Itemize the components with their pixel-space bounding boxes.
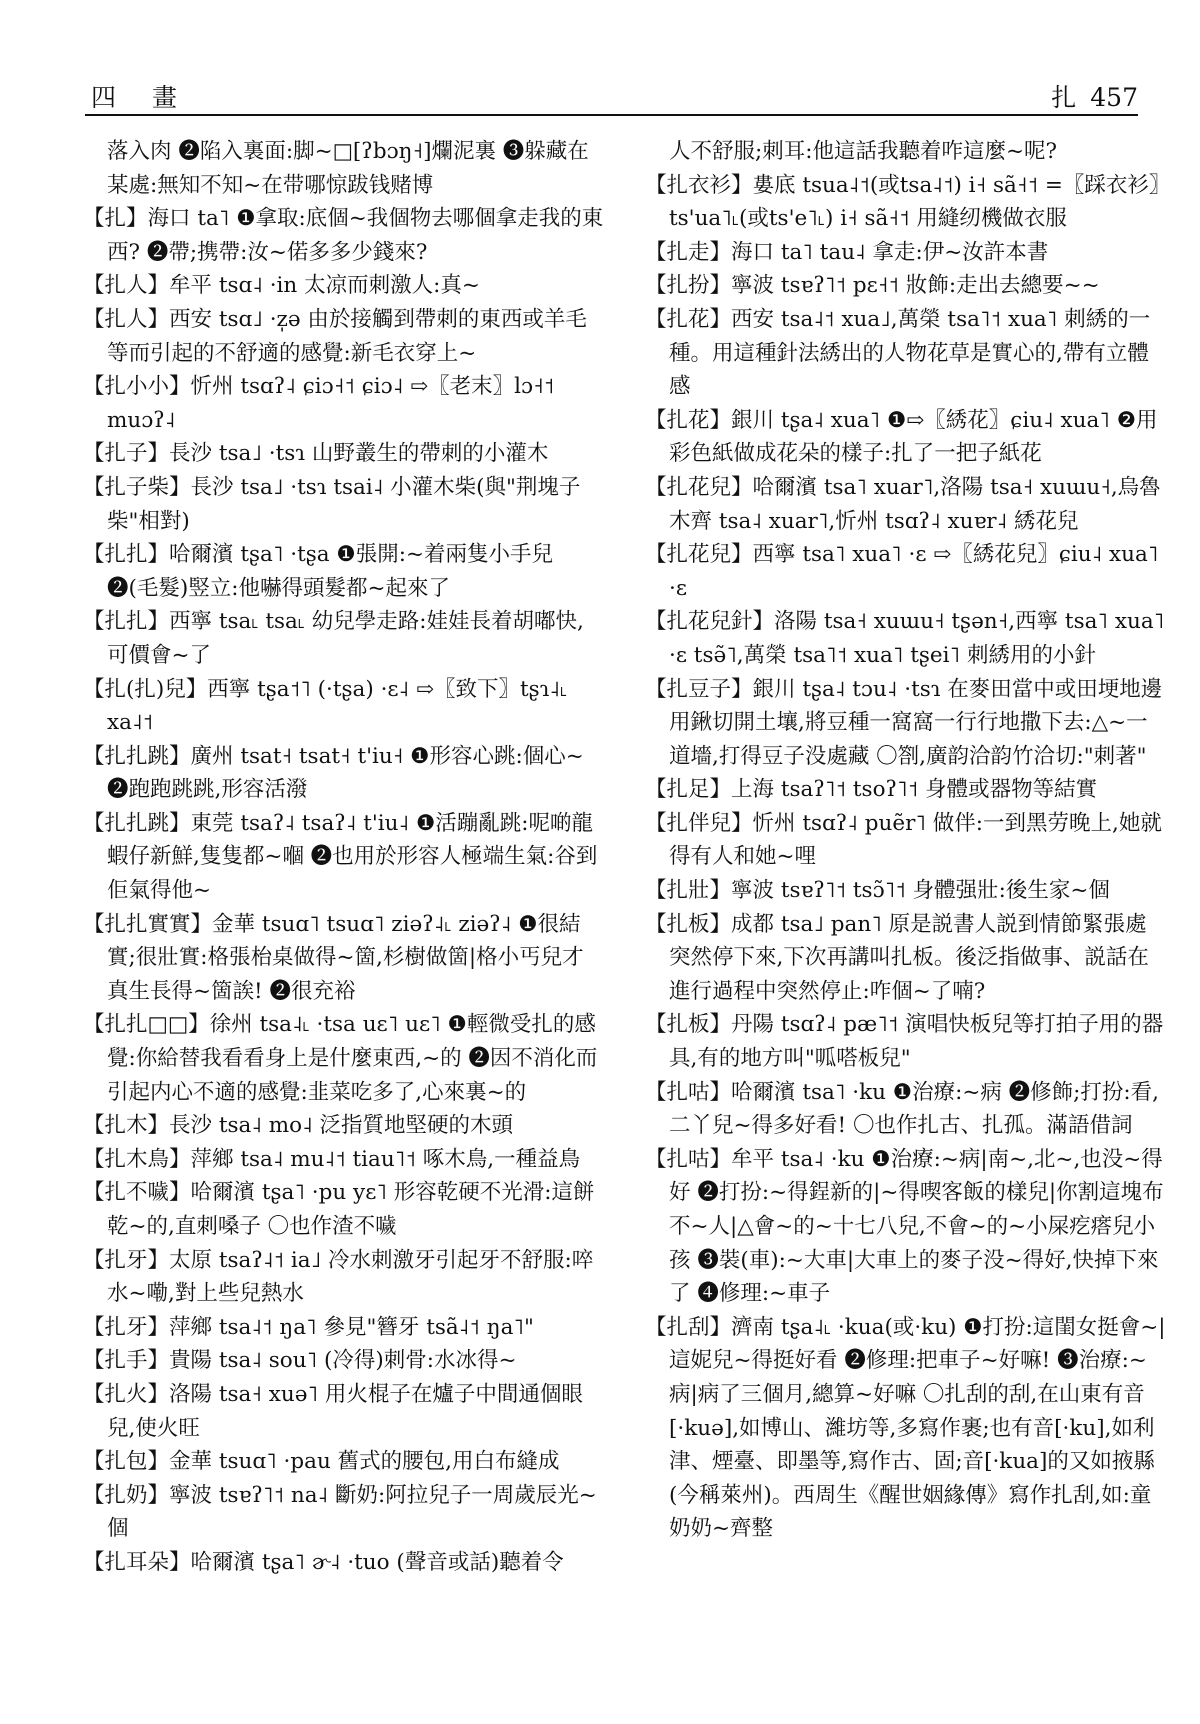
page-header <box>85 78 1138 116</box>
dictionary-entry: 【扎咕】牟平 tsa˨ ·ku ❶治療:~病|南~,北~,也没~得好 ❷打扮:~得鋥新的|~得喫客飯的樣兒|你割這塊布不~人|△會~的~十七八兒,不會~的~小屎疙瘩兒小孩 ❸裝(車):~大車|大車上的麥子没~得好,快掉下來了 ❹修理:~車子 <box>645 1146 1164 1307</box>
dictionary-entry: 【扎牙】萍鄉 tsa˨˦ ŋa˥ 參見"簪牙 tsã˨˦ ŋa˥" <box>83 1314 534 1340</box>
dictionary-entry: 【扎花兒針】洛陽 tsa˧ xuɯu˧ tʂən˧,西寧 tsa˥ xua˥ ·ɛ tsə̃˥,萬榮 tsa˥˦ xua˥ tʂei˥ 刺綉用的小針 <box>645 609 1165 668</box>
dictionary-entry: 【扎扎□□】徐州 tsa˨˪ ·tsa uɛ˥ uɛ˥ ❶輕微受扎的感覺:你給替我看看身上是什麼東西,~的 ❷因不消化而引起内心不適的感覺:韭菜吃多了,心來裏~的 <box>83 1012 598 1105</box>
dictionary-entry: 【扎咕】哈爾濱 tsa˥ ·ku ❶治療:~病 ❷修飾;打扮:看,二丫兒~得多好看! 〇也作扎古、扎孤。滿語借詞 <box>645 1079 1159 1139</box>
dictionary-entry: 【扎不噦】哈爾濱 tʂa˥ ·pu yɛ˥ 形容乾硬不光滑:這餅乾~的,直刺嗓子 〇也作渣不噦 <box>83 1180 595 1239</box>
dictionary-entry: 【扎板】丹陽 tsɑʔ˨ pæ˥˦ 演唱快板兒等打拍子用的器具,有的地方叫"呱嗒板兒" <box>645 1012 1164 1072</box>
dictionary-entry: 【扎木鳥】萍鄉 tsa˨ mu˨˦ tiau˥˦ 啄木鳥,一種益鳥 <box>83 1146 581 1172</box>
left-column <box>83 135 605 1580</box>
dictionary-entry: 【扎牙】太原 tsaʔ˨˦ ia˩ 冷水刺激牙引起牙不舒服:啐水~嘞,對上些兒熱水 <box>83 1247 594 1307</box>
dictionary-entry: 【扎耳朵】哈爾濱 tʂa˥ ɚ˨ ·tuo (聲音或話)聽着令 <box>83 1549 564 1575</box>
dictionary-entry: 【扎板】成都 tsa˩ pan˥ 原是説書人説到情節緊張處突然停下來,下次再講叫扎板。後泛指做事、説話在進行過程中突然停止:咋個~了喃? <box>645 911 1149 1004</box>
dictionary-entry: 人不舒服;刺耳:他這話我聽着咋這麼~呢? <box>669 139 1058 164</box>
dictionary-entry: 【扎】海口 ta˥ ❶拿取:底個~我個物去哪個拿走我的東西? ❷帶;携帶:汝~偌多多少錢來? <box>83 206 604 265</box>
dictionary-entry: 【扎花兒】哈爾濱 tsa˥ xuar˥,洛陽 tsa˧ xuɯu˧,烏魯木齊 tsa˨ xuar˥,忻州 tsɑʔ˨ xuɐr˨ 綉花兒 <box>645 474 1161 534</box>
dictionary-entry: 【扎人】牟平 tsɑ˨ ·in 太凉而刺激人:真~ <box>83 273 480 299</box>
dictionary-entry: 【扎刮】濟南 tʂa˨˪ ·kua(或·ku) ❶打扮:這閨女挺會~|這妮兒~得挺好看 ❷修理:把車子~好嘛! ❸治療:~病|病了三個月,總算~好嘛 〇扎刮的刮,在山東有音[·kuə],如博山、濰坊等,多寫作裹;也有音[·ku],如利津、煙臺、即墨等,寫作古、固;音[·kua]的又如掖縣(今稱萊州)。西周生《醒世姻緣傳》寫作扎刮,如:童奶奶~齊整 <box>645 1314 1166 1542</box>
dictionary-entry: 【扎包】金華 tsuɑ˥ ·pau 舊式的腰包,用白布縫成 <box>83 1449 560 1475</box>
dictionary-entry: 【扎扎跳】東莞 tsaʔ˨ tsaʔ˨ t'iu˨ ❶活蹦亂跳:呢啲龍蝦仔新鮮,隻隻都~嗰 ❷也用於形容人極端生氣:谷到佢氣得他~ <box>83 810 598 904</box>
dictionary-entry: 【扎伴兒】忻州 tsɑʔ˨ puẽr˥ 做伴:一到黑劳晚上,她就得有人和她~哩 <box>645 810 1162 870</box>
dictionary-entry: 【扎扎跳】廣州 tsat˧ tsat˧ t'iu˧ ❶形容心跳:個心~ ❷跑跑跳跳,形容活潑 <box>83 743 584 803</box>
dictionary-entry: 【扎花兒】西寧 tsa˥ xua˥ ·ɛ ⇨〖綉花兒〗ɕiu˨ xua˥ ·ɛ <box>645 542 1159 601</box>
section-title: 四 畫 <box>91 83 191 112</box>
dictionary-entry: 【扎子】長沙 tsa˩ ·tsɿ 山野叢生的帶刺的小灌木 <box>83 441 549 467</box>
dictionary-entry: 【扎子柴】長沙 tsa˩ ·tsɿ tsai˨ 小灌木柴(與"荆塊子柴"相對) <box>83 474 581 534</box>
header-right <box>1051 78 1138 114</box>
dictionary-entry: 【扎走】海口 ta˥ tau˨ 拿走:伊~汝許本書 <box>645 239 1049 265</box>
dictionary-entry: 【扎衣衫】婁底 tsua˨˦(或tsa˨˦) i˧ sã˧˦ =〖踩衣衫〗ts'ua˥˪(或ts'e˥˪) i˧ sã˧˦ 用縫纫機做衣服 <box>645 172 1160 232</box>
dictionary-entry: 【扎扎實實】金華 tsuɑ˥ tsuɑ˥ ziəʔ˨˪ ziəʔ˨ ❶很結實;很壯實:格張枱桌做得~箇,杉樹做箇|格小丐兒才真生長得~箇誒! ❷很充裕 <box>83 911 584 1004</box>
dictionary-entry: 【扎豆子】銀川 tʂa˨ tɔu˨ ·tsɿ 在麥田當中或田埂地邊用鍬切開土壤,將豆種一窩窩一行行地撒下去:△~一道墻,打得豆子没處藏 〇劄,廣韵洽韵竹洽切:"刺著" <box>645 676 1163 769</box>
dictionary-entry: 【扎壯】寧波 tsɐʔ˥˦ tsɔ̃˥˦ 身體强壯:後生家~個 <box>645 878 1110 904</box>
dictionary-entry: 【扎木】長沙 tsa˨ mo˨ 泛指質地堅硬的木頭 <box>83 1113 514 1139</box>
dictionary-entry: 【扎花】銀川 tʂa˨ xua˥ ❶⇨〖綉花〗ɕiu˨ xua˥ ❷用彩色紙做成花朵的樣子:扎了一把子紙花 <box>645 407 1158 467</box>
dictionary-entry: 【扎足】上海 tsaʔ˥˦ tsoʔ˥˦ 身體或器物等結實 <box>645 777 1098 803</box>
dictionary-entry: 【扎花】西安 tsa˨˦ xua˩,萬榮 tsa˥˦ xua˥ 刺綉的一種。用這種針法綉出的人物花草是實心的,帶有立體感 <box>645 306 1151 400</box>
dictionary-entry: 【扎人】西安 tsɑ˩ ·z̩ə 由於接觸到帶刺的東西或羊毛等而引起的不舒適的感覺:新毛衣穿上~ <box>83 306 587 366</box>
dictionary-entry: 【扎扎】西寧 tsa˪ tsa˪ 幼兒學走路:娃娃長着胡嘟快,可價會~了 <box>83 609 584 668</box>
dictionary-entry: 【扎扎】哈爾濱 tʂa˥ ·tʂa ❶張開:~着兩隻小手兒 ❷(毛髮)竪立:他嚇得頭髮都~起來了 <box>83 542 553 601</box>
dictionary-entry: 【扎火】洛陽 tsa˧ xuə˥ 用火棍子在爐子中間通個眼兒,使火旺 <box>83 1381 583 1441</box>
right-column <box>645 135 1167 1546</box>
dictionary-entry: 落入肉 ❷陷入裏面:脚~□[ʔbɔŋ˧]爛泥裏 ❸躲藏在某處:無知不知~在带哪惊跋钱赌博 <box>107 139 589 198</box>
dictionary-entry: 【扎小小】忻州 tsɑʔ˨ ɕiɔ˧˦ ɕiɔ˨ ⇨〖老末〗lɔ˧˦ muɔʔ˨ <box>83 374 555 433</box>
dictionary-entry: 【扎手】貴陽 tsa˨ sou˥ (冷得)刺骨:水冰得~ <box>83 1348 517 1374</box>
dictionary-entry: 【扎奶】寧波 tsɐʔ˥˦ na˨ 斷奶:阿拉兒子一周歲辰光~個 <box>83 1482 597 1542</box>
page-number: 457 <box>1090 83 1138 112</box>
header-character: 扎 <box>1051 83 1077 112</box>
dictionary-entry: 【扎扮】寧波 tsɐʔ˥˦ pɛ˧˦ 妝飾:走出去總要~~ <box>645 273 1100 299</box>
dictionary-entry: 【扎(扎)兒】西寧 tʂa˦˥ (·tʂa) ·ɛ˨ ⇨〖致下〗tʂɿ˨˪ xa˨˦ <box>83 676 568 736</box>
